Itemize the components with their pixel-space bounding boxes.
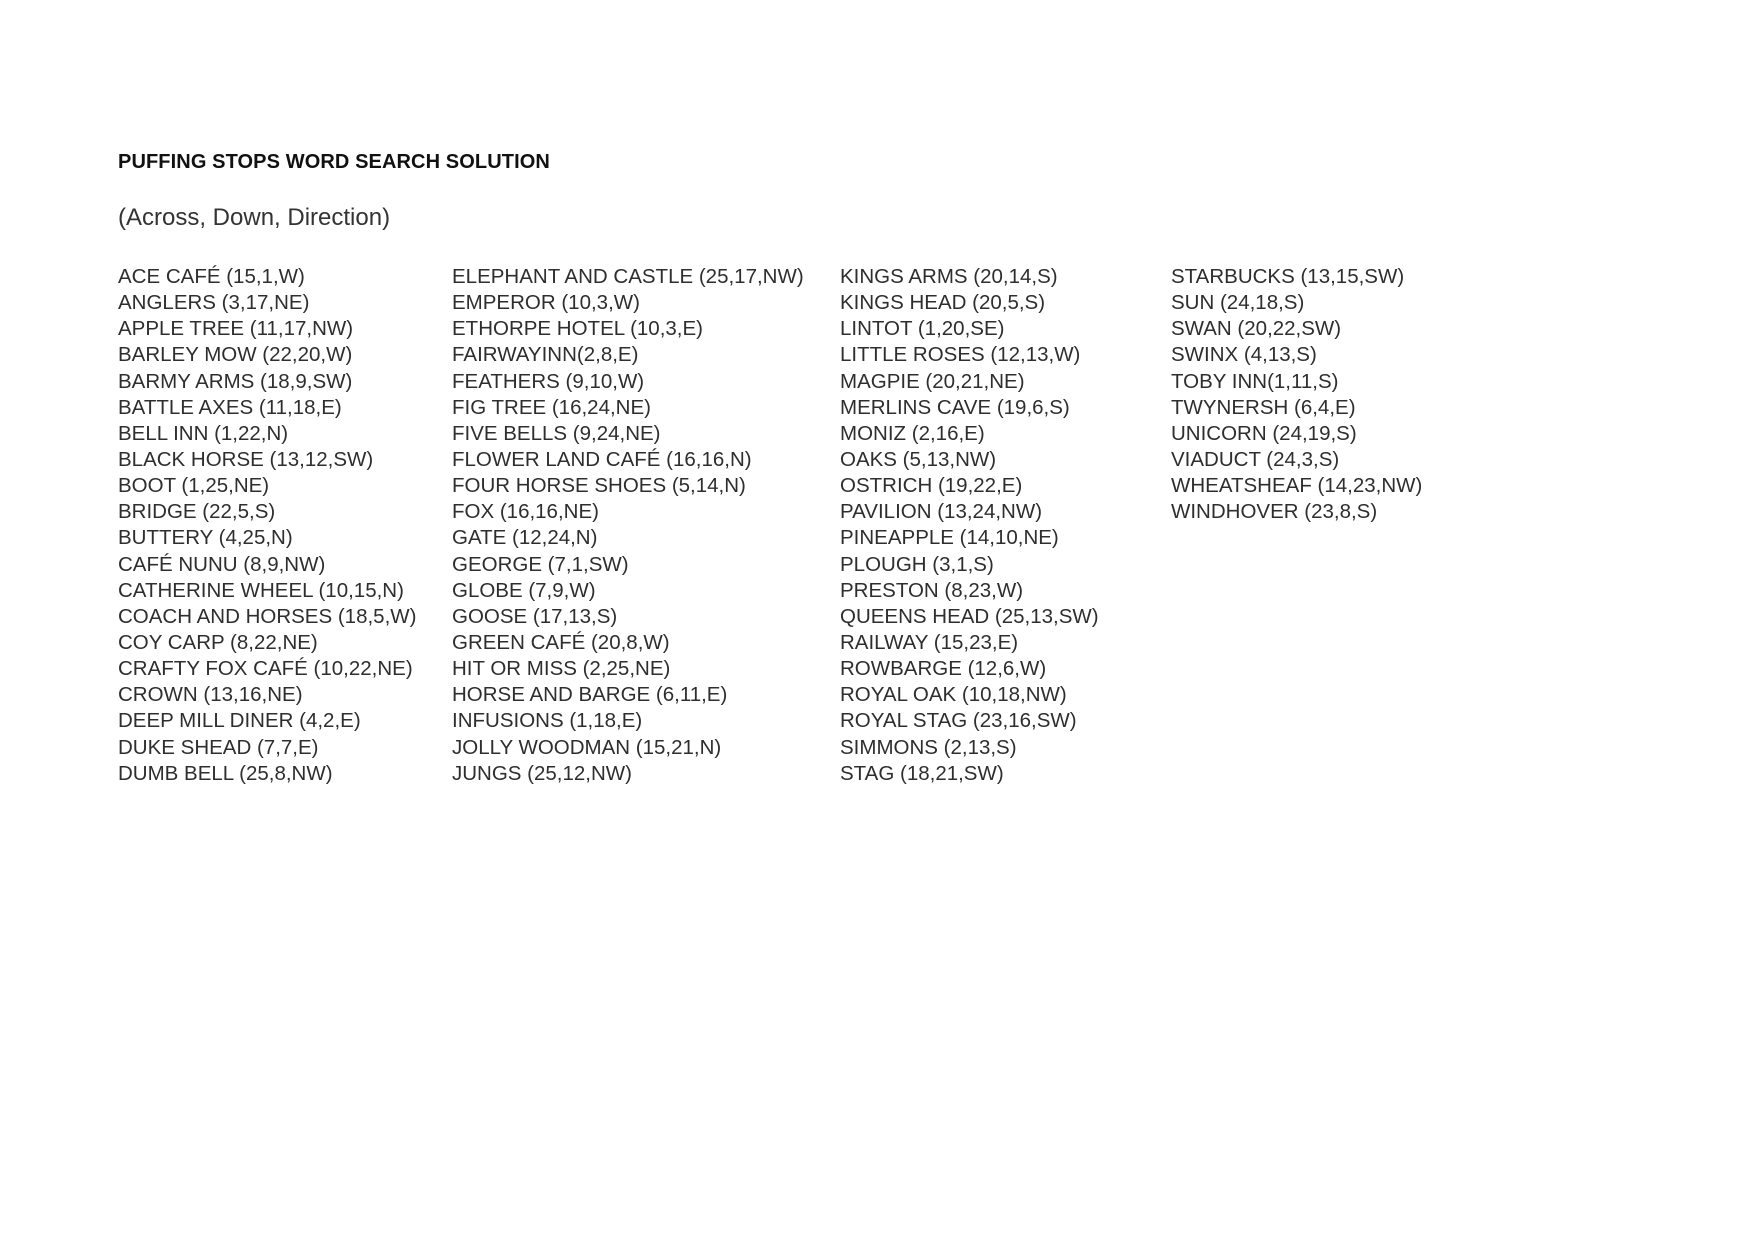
solution-entry: KINGS ARMS (20,14,S) (840, 265, 1058, 288)
solution-entry: ACE CAFÉ (15,1,W) (118, 265, 305, 288)
solution-entry: WHEATSHEAF (14,23,NW) (1171, 474, 1423, 498)
solution-entry: SWINX (4,13,S) (1171, 343, 1317, 367)
solution-entry: HIT OR MISS (2,25,NE) (452, 657, 671, 681)
solution-entry: PLOUGH (3,1,S) (840, 552, 994, 576)
solution-entry: PRESTON (8,23,W) (840, 578, 1024, 602)
solution-entry: BUTTERY (4,25,N) (118, 526, 293, 550)
solution-entry: TWYNERSH (6,4,E) (1171, 395, 1356, 419)
solution-entry: DUMB BELL (25,8,NW) (118, 761, 333, 785)
page-subtitle: (Across, Down, Direction) (118, 204, 391, 231)
solution-entry: CATHERINE WHEEL (10,15,N) (118, 578, 404, 602)
solution-entry: COY CARP (8,22,NE) (118, 630, 318, 654)
solution-entry: MONIZ (2,16,E) (840, 421, 985, 445)
solution-entry: ROYAL OAK (10,18,NW) (840, 683, 1067, 707)
solution-entry: PINEAPPLE (14,10,NE) (840, 526, 1059, 550)
solution-column-3 (840, 264, 1099, 787)
solution-entry: DEEP MILL DINER (4,2,E) (118, 709, 361, 733)
solution-entry: BARMY ARMS (18,9,SW) (118, 369, 353, 393)
solution-entry: HORSE AND BARGE (6,11,E) (452, 683, 728, 707)
solution-entry: FOX (16,16,NE) (452, 500, 599, 524)
solution-entry: SUN (24,18,S) (1171, 291, 1305, 315)
solution-entry: JOLLY WOODMAN (15,21,N) (452, 735, 722, 759)
solution-entry: QUEENS HEAD (25,13,SW) (840, 604, 1099, 628)
page-title: PUFFING STOPS WORD SEARCH SOLUTION (118, 151, 550, 173)
solution-entry: OSTRICH (19,22,E) (840, 474, 1023, 498)
solution-entry: TOBY INN(1,11,S) (1171, 369, 1339, 393)
solution-entry: UNICORN (24,19,S) (1171, 421, 1357, 445)
solution-entry: FAIRWAYINN(2,8,E) (452, 343, 639, 367)
solution-entry: LINTOT (1,20,SE) (840, 317, 1005, 341)
solution-entry: FLOWER LAND CAFÉ (16,16,N) (452, 447, 752, 471)
solution-entry: FIVE BELLS (9,24,NE) (452, 421, 661, 445)
solution-entry: ETHORPE HOTEL (10,3,E) (452, 317, 703, 341)
solution-entry: BOOT (1,25,NE) (118, 474, 270, 498)
solution-entry: DUKE SHEAD (7,7,E) (118, 735, 319, 759)
solution-entry: RAILWAY (15,23,E) (840, 630, 1019, 654)
solution-entry: SWAN (20,22,SW) (1171, 317, 1342, 341)
solution-entry: SIMMONS (2,13,S) (840, 735, 1017, 759)
solution-entry: STARBUCKS (13,15,SW) (1171, 265, 1405, 288)
solution-entry: CRAFTY FOX CAFÉ (10,22,NE) (118, 657, 413, 681)
solution-entry: STAG (18,21,SW) (840, 761, 1004, 785)
solution-entry: INFUSIONS (1,18,E) (452, 709, 643, 733)
solution-entry: GOOSE (17,13,S) (452, 604, 618, 628)
solution-entry: FEATHERS (9,10,W) (452, 369, 645, 393)
solution-entry: GREEN CAFÉ (20,8,W) (452, 630, 670, 654)
solution-column-2 (452, 264, 804, 787)
solution-entry: CAFÉ NUNU (8,9,NW) (118, 552, 326, 576)
solution-entry: KINGS HEAD (20,5,S) (840, 291, 1046, 315)
solution-entry: LITTLE ROSES (12,13,W) (840, 343, 1081, 367)
solution-entry: VIADUCT (24,3,S) (1171, 447, 1340, 471)
solution-entry: GEORGE (7,1,SW) (452, 552, 629, 576)
solution-entry: BARLEY MOW (22,20,W) (118, 343, 353, 367)
solution-entry: BRIDGE (22,5,S) (118, 500, 276, 524)
solution-entry: ELEPHANT AND CASTLE (25,17,NW) (452, 265, 804, 288)
solution-entry: ANGLERS (3,17,NE) (118, 291, 310, 315)
solution-entry: MAGPIE (20,21,NE) (840, 369, 1025, 393)
solution-entry: JUNGS (25,12,NW) (452, 761, 632, 785)
solution-column-1 (118, 264, 416, 787)
solution-entry: OAKS (5,13,NW) (840, 447, 997, 471)
solution-entry: CROWN (13,16,NE) (118, 683, 303, 707)
solution-entry: WINDHOVER (23,8,S) (1171, 500, 1378, 524)
solution-entry: MERLINS CAVE (19,6,S) (840, 395, 1070, 419)
solution-entry: COACH AND HORSES (18,5,W) (118, 604, 417, 628)
solution-entry: FIG TREE (16,24,NE) (452, 395, 651, 419)
solution-entry: GLOBE (7,9,W) (452, 578, 596, 602)
solution-entry: BLACK HORSE (13,12,SW) (118, 447, 374, 471)
solution-column-4 (1171, 264, 1422, 525)
solution-entry: ROWBARGE (12,6,W) (840, 657, 1047, 681)
solution-entry: EMPEROR (10,3,W) (452, 291, 640, 315)
solution-entry: PAVILION (13,24,NW) (840, 500, 1043, 524)
solution-entry: ROYAL STAG (23,16,SW) (840, 709, 1077, 733)
solution-entry: BELL INN (1,22,N) (118, 421, 289, 445)
solution-entry: FOUR HORSE SHOES (5,14,N) (452, 474, 746, 498)
solution-entry: APPLE TREE (11,17,NW) (118, 317, 354, 341)
solution-entry: GATE (12,24,N) (452, 526, 598, 550)
solution-entry: BATTLE AXES (11,18,E) (118, 395, 342, 419)
